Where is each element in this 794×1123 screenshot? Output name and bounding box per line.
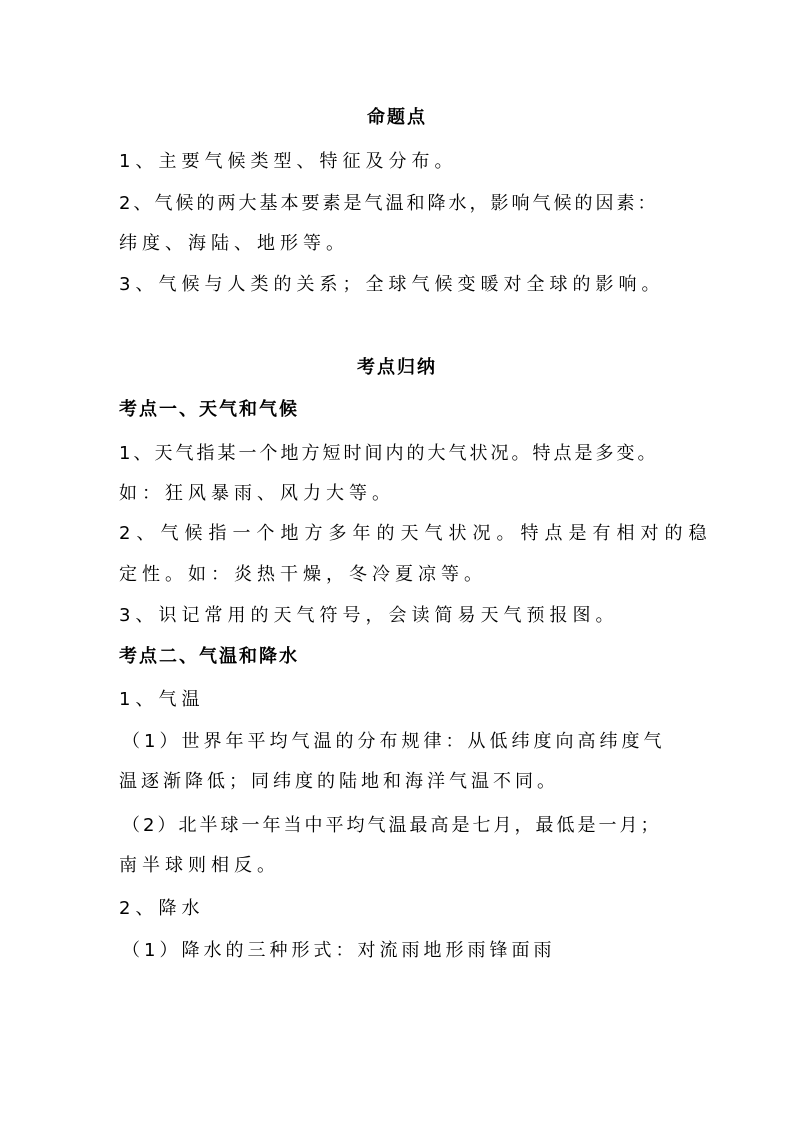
topic-heading-weather-climate: 考点一、天气和气候: [119, 399, 299, 420]
topic1-line-5: 3、识记常用的天气符号，会读简易天气预报图。: [119, 605, 619, 626]
topic2-line-3: 温逐渐降低；同纬度的陆地和海洋气温不同。: [119, 771, 559, 792]
topic2-line-1: 1、气温: [119, 689, 205, 710]
proposition-line-2: 2、气候的两大基本要素是气温和降水，影响气候的因素：: [119, 193, 659, 214]
topic1-line-2: 如：狂风暴雨、风力大等。: [119, 483, 395, 504]
topic1-line-1: 1、天气指某一个地方短时间内的大气状况。特点是多变。: [119, 443, 659, 464]
proposition-line-4: 3、气候与人类的关系；全球气候变暖对全球的影响。: [119, 274, 665, 295]
topic1-line-4: 定性。如：炎热干燥，冬冷夏凉等。: [119, 564, 487, 585]
topic-heading-temperature-precipitation: 考点二、气温和降水: [119, 646, 299, 667]
topic2-line-2: （1）世界年平均气温的分布规律：从低纬度向高纬度气: [122, 731, 666, 752]
topic2-line-5: 南半球则相反。: [119, 855, 280, 876]
topic1-line-3: 2、气候指一个地方多年的天气状况。特点是有相对的稳: [119, 523, 713, 544]
section-title-proposition: 命题点: [367, 107, 427, 128]
proposition-line-1: 1、主要气候类型、特征及分布。: [119, 151, 458, 172]
topic2-line-6: 2、降水: [119, 898, 205, 919]
topic2-line-7: （1）降水的三种形式：对流雨地形雨锋面雨: [122, 940, 556, 961]
section-title-summary: 考点归纳: [357, 357, 437, 378]
proposition-line-3: 纬度、海陆、地形等。: [119, 233, 349, 254]
topic2-line-4: （2）北半球一年当中平均气温最高是七月，最低是一月；: [122, 815, 662, 836]
